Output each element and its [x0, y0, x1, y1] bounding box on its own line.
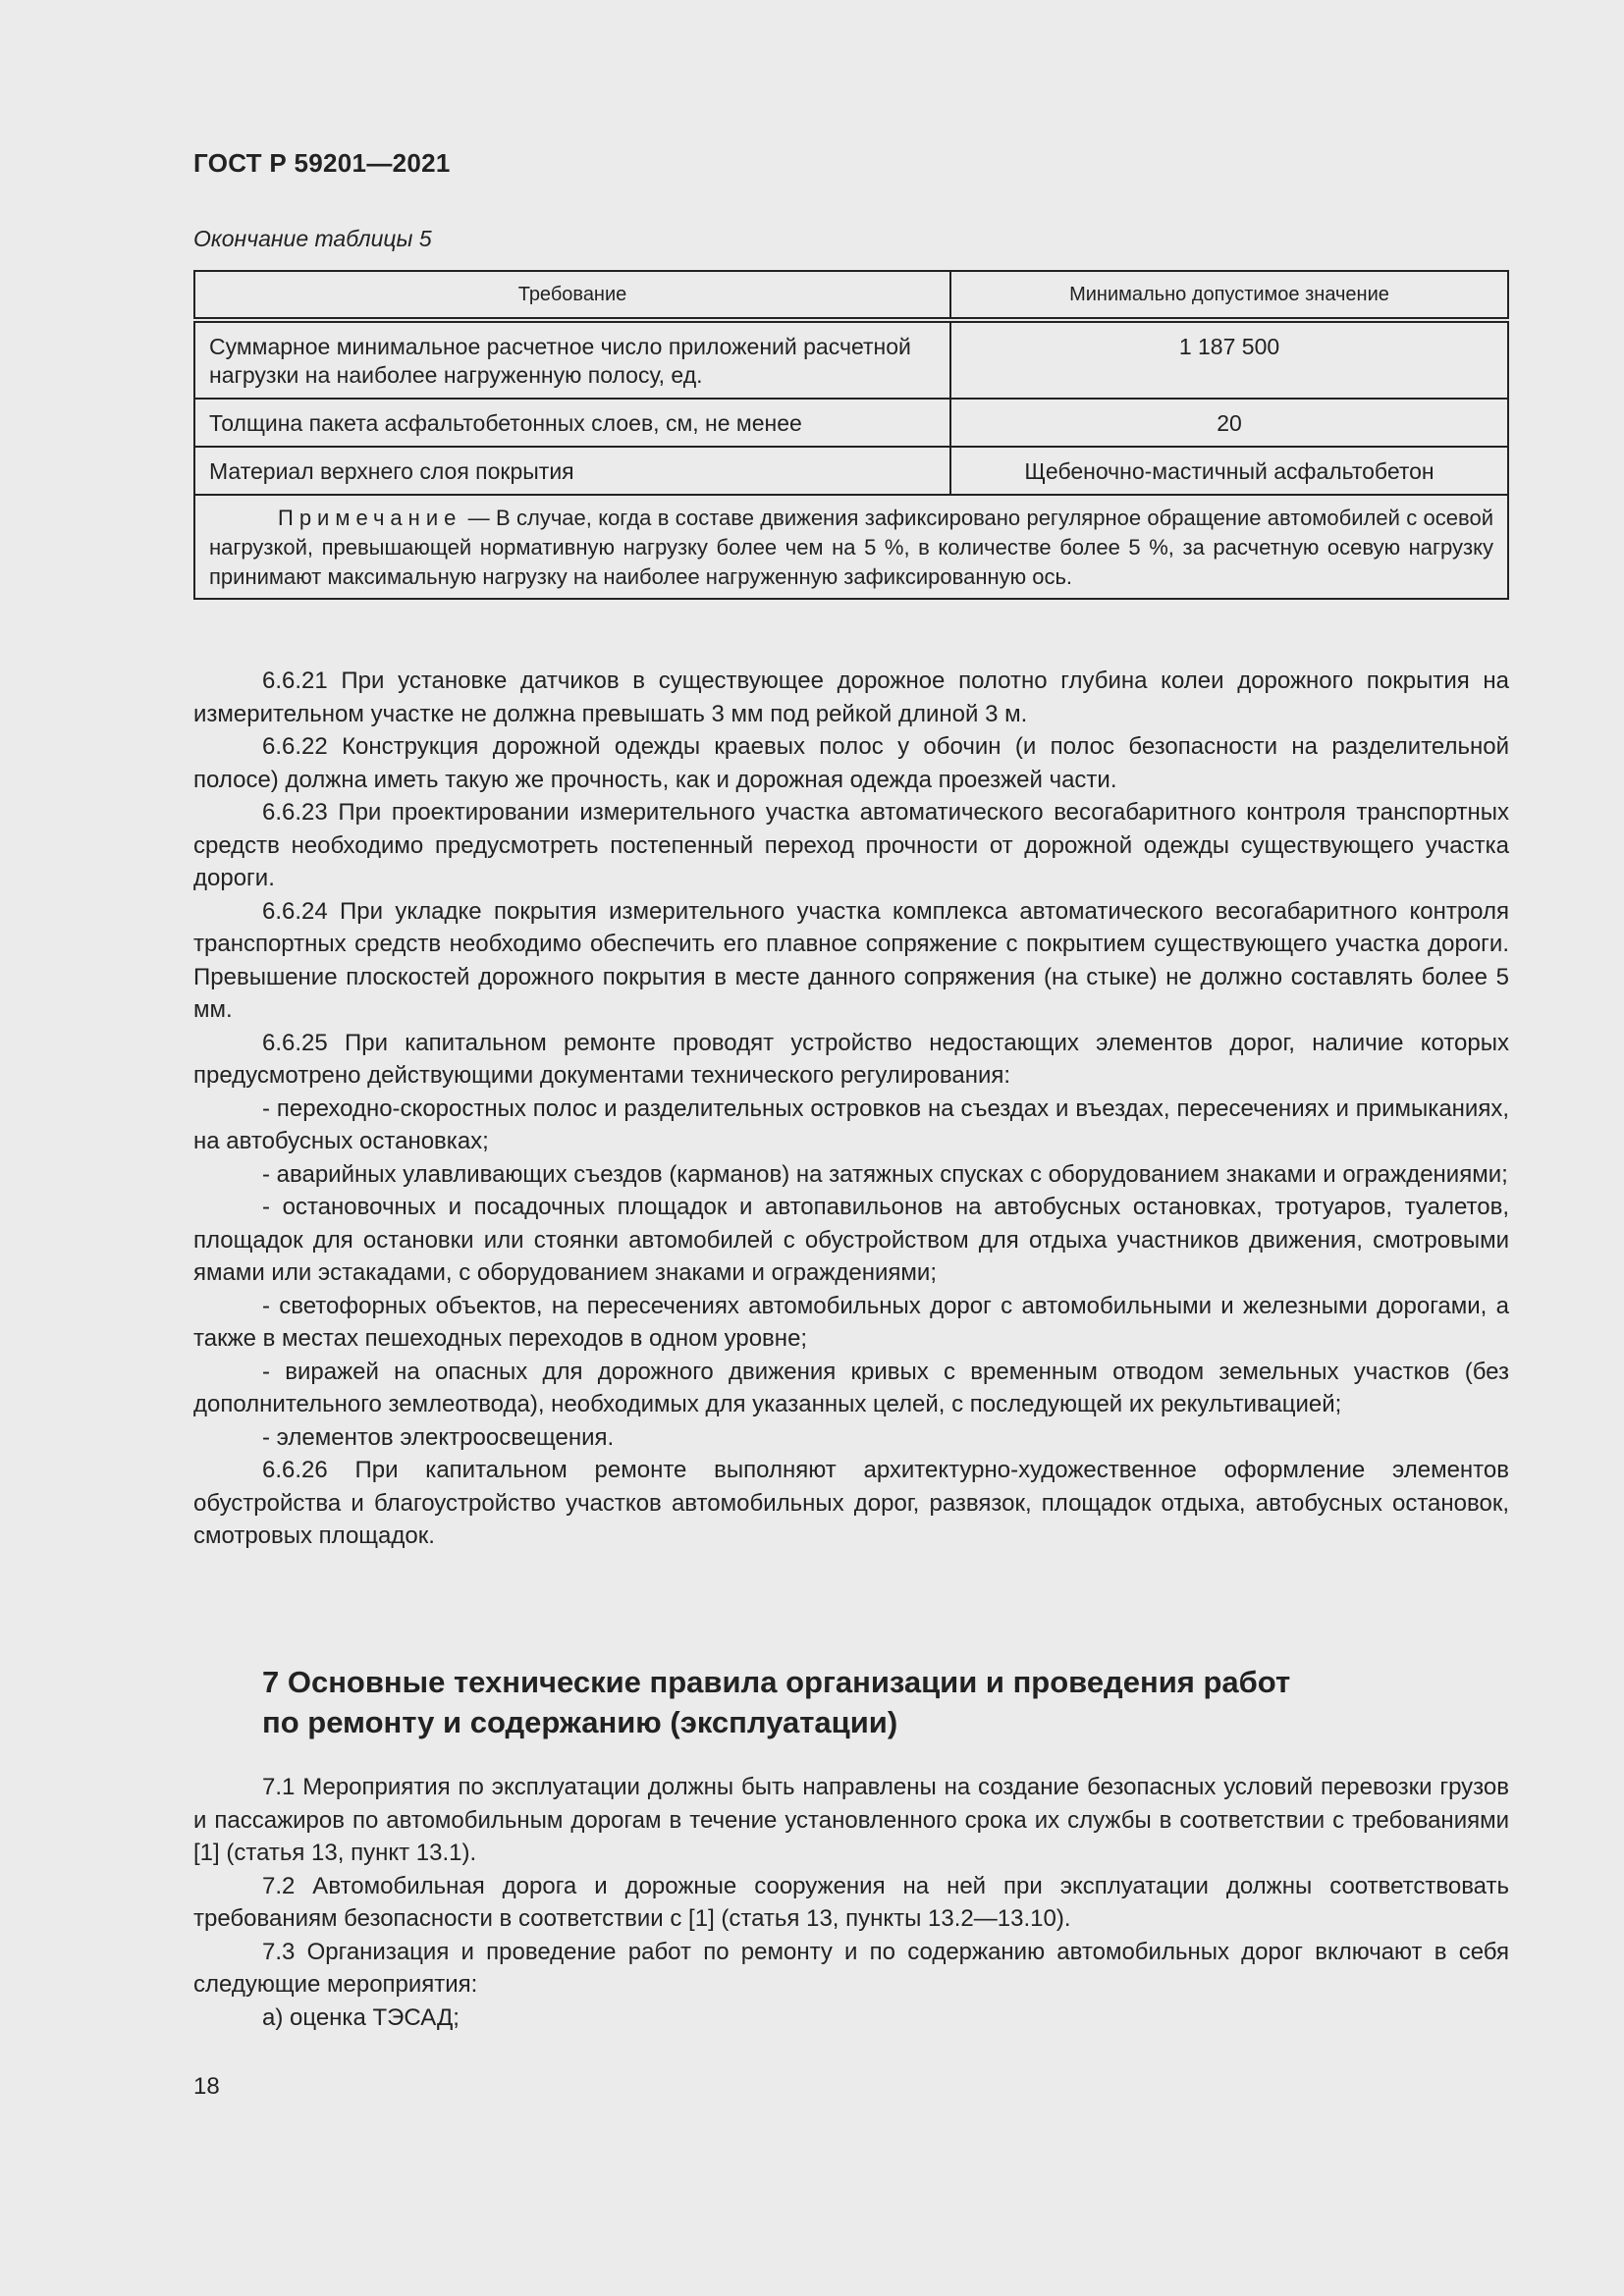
paragraph: 6.6.22 Конструкция дорожной одежды краевых полос у обочин (и полос безопасности на разделительной полосе) должна иметь такую же прочность, как и дорожная одежда проезжей части. — [193, 733, 1509, 793]
requirements-table — [193, 270, 1509, 600]
section-heading-line: по ремонту и содержанию (эксплуатации) — [262, 1705, 898, 1739]
list-item: - переходно-скоростных полос и разделительных островков на съездах и въездах, пересечениях и примыканиях, на автобусных остановках; — [193, 1095, 1509, 1154]
note-label: Примечание — [278, 506, 462, 530]
row-value: Щебеночно-мастичный асфальтобетон — [950, 447, 1508, 495]
list-item: а) оценка ТЭСАД; — [262, 2003, 460, 2031]
table-caption: Окончание таблицы 5 — [193, 226, 432, 251]
paragraph: 7.1 Мероприятия по эксплуатации должны быть направлены на создание безопасных условий перевозки грузов и пассажиров по автомобильным дорогам в течение установленного срока их службы в соответствии с требованиями [1] (статья 13, пункт 13.1). — [193, 1774, 1509, 1866]
body-text — [193, 665, 1509, 1553]
section-heading — [262, 1662, 1509, 1742]
row-label: Материал верхнего слоя покрытия — [194, 447, 950, 495]
list-item: - светофорных объектов, на пересечениях автомобильных дорог с автомобильными и железными дорогами, а также в местах пешеходных переходов в одном уровне; — [193, 1292, 1509, 1352]
table-note-row — [194, 495, 1508, 599]
row-value: 20 — [950, 399, 1508, 447]
section-heading-line: 7 Основные технические правила организации и проведения работ — [262, 1665, 1291, 1699]
list-item: - аварийных улавливающих съездов (карманов) на затяжных спусках с оборудованием знаками и ограждениями; — [262, 1160, 1508, 1188]
paragraph: 7.2 Автомобильная дорога и дорожные сооружения на ней при эксплуатации должны соответствовать требованиям безопасности в соответствии с [1] (статья 13, пункты 13.2—13.10). — [193, 1872, 1509, 1932]
column-header-requirement: Требование — [194, 271, 950, 320]
section-body-text — [193, 1771, 1509, 2034]
paragraph: 6.6.23 При проектировании измерительного участка автоматического весогабаритного контроля транспортных средств необходимо предусмотреть постепенный переход прочности от дорожной одежды существующего участка дороги. — [193, 799, 1509, 891]
table-note — [194, 495, 1508, 599]
table-row — [194, 399, 1508, 447]
paragraph: 7.3 Организация и проведение работ по ремонту и по содержанию автомобильных дорог включают в себя следующие мероприятия: — [193, 1938, 1509, 1998]
column-header-min-value: Минимально допустимое значение — [950, 271, 1508, 320]
table-row — [194, 320, 1508, 399]
paragraph: 6.6.26 При капитальном ремонте выполняют архитектурно-художественное оформление элементов обустройства и благоустройство участков автомобильных дорог, развязок, площадок отдыха, автобусных остановок, смотровых площадок. — [193, 1457, 1509, 1549]
table-header-row — [194, 271, 1508, 320]
list-item: - остановочных и посадочных площадок и автопавильонов на автобусных остановках, тротуаров, туалетов, площадок для остановки или стоянки автомобилей с обустройством для отдыха участников движения, смотровыми ямами или эстакадами, с оборудованием знаками и ограждениями; — [193, 1194, 1509, 1286]
list-item: - виражей на опасных для дорожного движения кривых с временным отводом земельных участков (без дополнительного землеотвода), необходимых для указанных целей, с последующей их рекультивацией; — [193, 1358, 1509, 1417]
table-row — [194, 447, 1508, 495]
paragraph: 6.6.25 При капитальном ремонте проводят устройство недостающих элементов дорог, наличие которых предусмотрено действующими документами технического регулирования: — [193, 1029, 1509, 1089]
list-item: - элементов электроосвещения. — [262, 1423, 615, 1451]
note-text: — В случае, когда в составе движения зафиксировано регулярное обращение автомобилей с осевой нагрузкой, превышающей нормативную нагрузку более чем на 5 %, в количестве более 5 %, за расчетную осевую нагрузку принимают максимальную нагрузку на наиболее нагруженную зафиксированную ось. — [209, 506, 1493, 589]
paragraph: 6.6.24 При укладке покрытия измерительного участка комплекса автоматического весогабаритного контроля транспортных средств необходимо обеспечить его плавное сопряжение с покрытием существующего участка дороги. Превышение плоскостей дорожного покрытия в месте данного сопряжения (на стыке) не должно составлять более 5 мм. — [193, 897, 1509, 1023]
row-value: 1 187 500 — [950, 320, 1508, 399]
page-number: 18 — [193, 2073, 220, 2100]
paragraph: 6.6.21 При установке датчиков в существующее дорожное полотно глубина колеи дорожного покрытия на измерительном участке не должна превышать 3 мм под рейкой длиной 3 м. — [193, 667, 1509, 727]
row-label: Суммарное минимальное расчетное число приложений расчетной нагрузки на наиболее нагруженную полосу, ед. — [194, 320, 950, 399]
document-code: ГОСТ Р 59201—2021 — [193, 148, 451, 178]
row-label: Толщина пакета асфальтобетонных слоев, см, не менее — [194, 399, 950, 447]
